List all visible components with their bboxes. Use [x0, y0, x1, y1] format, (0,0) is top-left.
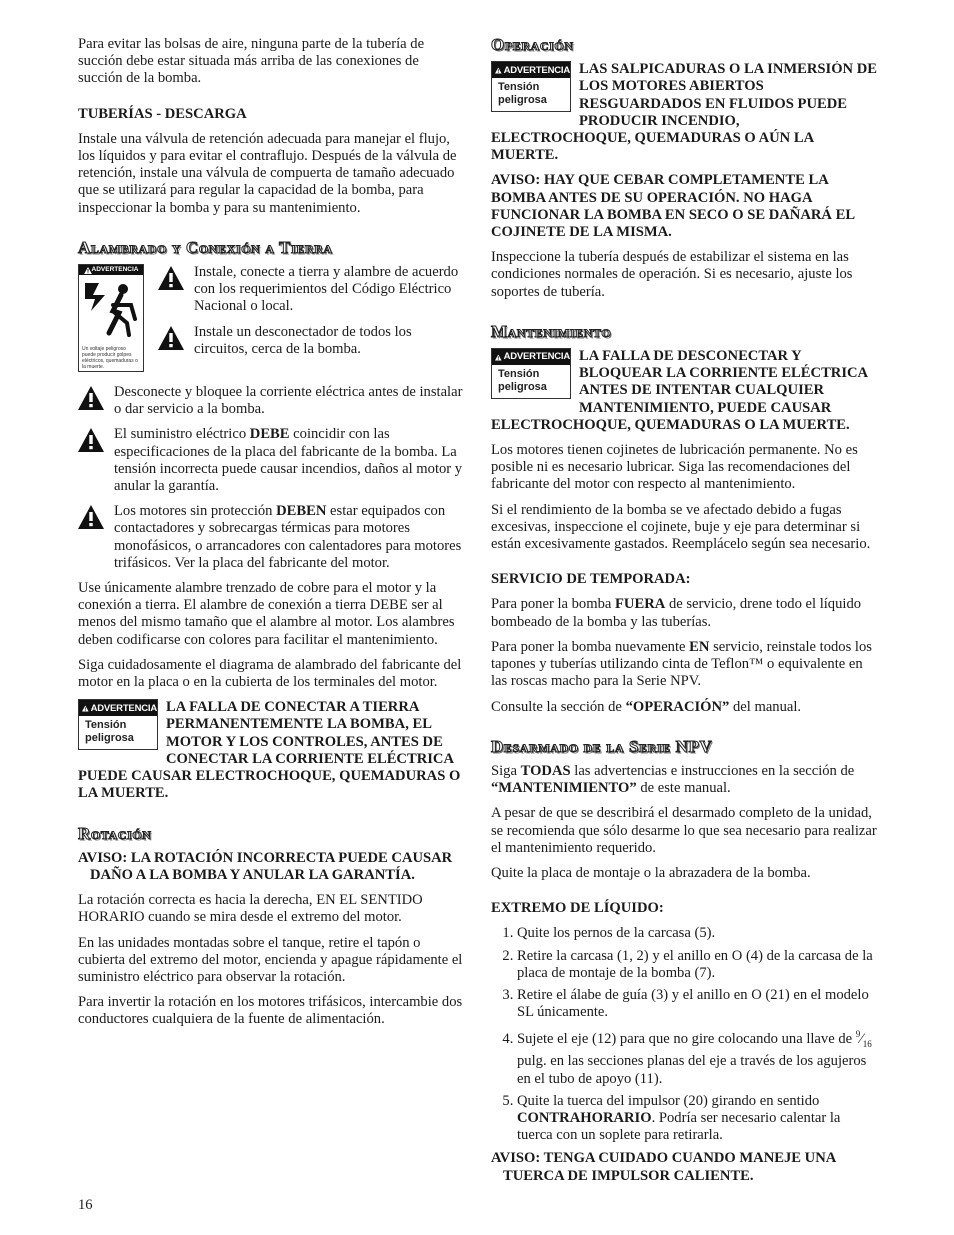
- list-item: 2. Retire la carcasa (1, 2) y el anillo en O (4) de la carcasa de la placa de montaje de la bomba (7).: [517, 948, 877, 982]
- warning-triangle-icon: [158, 326, 184, 350]
- final-notice: AVISO: TENGA CUIDADO CUANDO MANEJE UNA TUERCA DE IMPULSOR CALIENTE.: [491, 1150, 836, 1184]
- wiring-item-4: El suministro eléctrico DEBE coincidir con las especificaciones de la placa del fabricante de la bomba. La tensión incorrecta puede causar incendios, daños al motor y anular la garantía.: [78, 426, 464, 495]
- maintenance-warning: ADVERTENCIA Tensión peligrosa LA FALLA DE DESCONECTAR Y BLOQUEAR LA CORRIENTE ELÉCTRICA ANTES DE INTENTAR CUALQUIER MANTENIMIENTO, PUEDE CAUSAR ELECTROCHOQUE, QUEMADURAS O LA MUERTE.: [491, 348, 868, 433]
- wiring-heading: Alambrado y Conexión a Tierra: [78, 237, 333, 257]
- list-item: 1. Quite los pernos de la carcasa (5).: [517, 925, 877, 942]
- voltage-warning-label: ADVERTENCIA Tensión peligrosa: [491, 61, 571, 112]
- disassembly-steps: [491, 925, 877, 1144]
- electric-shock-icon: [79, 275, 143, 341]
- ground-warning: ADVERTENCIA Tensión peligrosa LA FALLA DE CONECTAR A TIERRA PERMANENTEMENTE LA BOMBA, EL MOTOR Y LOS CONTROLES, ANTES DE CONECTAR LA CORRIENTE ELÉCTRICA PUEDE CAUSAR ELECTROCHOQUE, QUEMADURAS O LA MUERTE.: [78, 699, 461, 802]
- list-item: 4. Sujete el eje (12) para que no gire colocando una llave de $^9⁄_{16}$ pulg. en las secciones planas del eje a través de los agujeros en el tubo de apoyo (11).: [517, 1026, 877, 1087]
- season-title: SERVICIO DE TEMPORADA:: [491, 571, 691, 588]
- warning-triangle-icon: [78, 505, 104, 529]
- rotation-paragraph-3: Para invertir la rotación en los motores trifásicos, intercambie dos conductores cualquiera de la fuente de alimentación.: [78, 994, 463, 1028]
- left-column: [78, 36, 464, 1037]
- rotation-heading: Rotación: [78, 823, 152, 843]
- warning-triangle-icon: [78, 386, 104, 410]
- shock-warning-caption: Un voltaje peligroso puede producir golpes eléctricos, quemaduras o la muerte.: [82, 346, 138, 371]
- maintenance-heading: Mantenimiento: [491, 321, 612, 341]
- disassembly-paragraph-3: Quite la placa de montaje o la abrazadera de la bomba.: [491, 864, 811, 881]
- rotation-paragraph-2: En las unidades montadas sobre el tanque, retire el tapón o cubierta del extremo del motor, encienda y apague rápidamente el suministro eléctrico para observar la rotación.: [78, 934, 463, 985]
- suction-paragraph: Para evitar las bolsas de aire, ninguna parte de la tubería de succión debe estar situada más arriba de las conexiones de succión de la bomba.: [78, 36, 425, 87]
- warning-triangle-icon: [82, 704, 89, 713]
- season-paragraph-3: Consulte la sección de “OPERACIÓN” del manual.: [491, 698, 802, 715]
- operation-warning: ADVERTENCIA Tensión peligrosa LAS SALPICADURAS O LA INMERSIÓN DE LOS MOTORES ABIERTOS RESGUARDADOS EN FLUIDOS PUEDE PRODUCIR INCENDIO, ELECTROCHOQUE, QUEMADURAS O AÚN LA MUERTE.: [491, 61, 877, 164]
- maintenance-paragraph-1: Los motores tienen cojinetes de lubricación permanente. No es posible ni es necesario lubricar. Siga las recomendaciones del fabricante del motor con respecto al mantenimiento.: [491, 442, 858, 493]
- shock-warning-label: [78, 264, 144, 372]
- liquid-end-title: EXTREMO DE LÍQUIDO:: [491, 900, 664, 917]
- discharge-title: TUBERÍAS - DESCARGA: [78, 105, 247, 122]
- warning-triangle-icon: [158, 266, 184, 290]
- list-item: 5. Quite la tuerca del impulsor (20) girando en sentido CONTRAHORARIO. Podría ser necesario calentar la tuerca con un soplete para retirarla.: [517, 1093, 877, 1145]
- season-paragraph-1: Para poner la bomba FUERA de servicio, drene todo el líquido bombeado de la bomba y las tuberías.: [491, 596, 862, 630]
- warning-triangle-icon: [78, 428, 104, 452]
- shock-warning-header: ADVERTENCIA: [79, 265, 143, 275]
- maintenance-paragraph-2: Si el rendimiento de la bomba se ve afectado debido a fugas excesivas, inspeccione el cojinete, buje y eje para determinar si están excesivamente gastados. Reemplácelo según sea necesario.: [491, 501, 871, 553]
- warning-triangle-icon: [495, 353, 502, 362]
- operation-notice: AVISO: HAY QUE CEBAR COMPLETAMENTE LA BOMBA ANTES DE SU OPERACIÓN. NO HAGA FUNCIONAR LA BOMBA EN SECO O SE DAÑARÁ EL COJINETE DE LA MISMA.: [491, 172, 855, 241]
- operation-paragraph: Inspeccione la tubería después de estabilizar el sistema en las condiciones normales de operación. Si es necesario, ajuste los soportes de tubería.: [491, 249, 853, 300]
- disassembly-heading: Desarmado de la Serie NPV: [491, 736, 713, 756]
- page-number: 16: [78, 1197, 93, 1213]
- right-column: [491, 36, 877, 1193]
- voltage-warning-label: ADVERTENCIA Tensión peligrosa: [491, 348, 571, 399]
- diagram-paragraph: Siga cuidadosamente el diagrama de alambrado del fabricante del motor en la placa o en la cubierta de los terminales del motor.: [78, 656, 462, 691]
- wiring-item-1: Instale, conecte a tierra y alambre de acuerdo con los requerimientos del Código Eléctrico Nacional o local.: [158, 264, 464, 316]
- disassembly-paragraph-2: A pesar de que se describirá el desarmado completo de la unidad, se recomienda que sólo desarme lo que sea necesario para realizar el mantenimiento requerido.: [491, 805, 877, 856]
- wire-paragraph: Use únicamente alambre trenzado de cobre para el motor y la conexión a tierra. El alambre de conexión a tierra DEBE ser al menos del mismo tamaño que el alambre al motor. Los alambres deben codificarse con colores para facilitar el mantenimiento.: [78, 580, 455, 648]
- wiring-item-5: Los motores sin protección DEBEN estar equipados con contactadores y sobrecargas térmicas para motores monofásicos, o arrancadores con calentadores para motores trifásicos. Ver la placa del fabricante del motor.: [78, 503, 464, 572]
- wiring-item-3: Desconecte y bloquee la corriente eléctrica antes de instalar o dar servicio a la bomba.: [78, 384, 464, 418]
- wiring-item-2: Instale un desconectador de todos los circuitos, cerca de la bomba.: [158, 324, 464, 358]
- discharge-paragraph: Instale una válvula de retención adecuada para manejar el flujo, los líquidos y para evitar el contraflujo. Después de la válvula de retención, instale una válvula de compuerta de tamaño adecuado que se utilizará para regular la capacidad de la bomba, para inspeccionar la bomba y para su mantenimiento.: [78, 130, 457, 216]
- voltage-warning-label: ADVERTENCIA Tensión peligrosa: [78, 699, 158, 750]
- disassembly-paragraph-1: Siga TODAS las advertencias e instrucciones en la sección de “MANTENIMIENTO” de este manual.: [491, 762, 855, 797]
- season-paragraph-2: Para poner la bomba nuevamente EN servicio, reinstale todos los tapones y tuberías utilizando cinta de Teflon™ o equivalente en las roscas macho para la Serie NPV.: [491, 638, 872, 690]
- operation-heading: Operación: [491, 35, 574, 54]
- rotation-paragraph-1: La rotación correcta es hacia la derecha, EN EL SENTIDO HORARIO cuando se mira desde el extremo del motor.: [78, 892, 423, 926]
- warning-triangle-icon: [495, 66, 502, 75]
- list-item: 3. Retire el álabe de guía (3) y el anillo en O (21) en el modelo SL únicamente.: [517, 987, 877, 1021]
- warning-triangle-icon: [84, 267, 92, 274]
- rotation-notice: AVISO: LA ROTACIÓN INCORRECTA PUEDE CAUSAR DAÑO A LA BOMBA Y ANULAR LA GARANTÍA.: [78, 849, 453, 883]
- wiring-block: [78, 264, 464, 378]
